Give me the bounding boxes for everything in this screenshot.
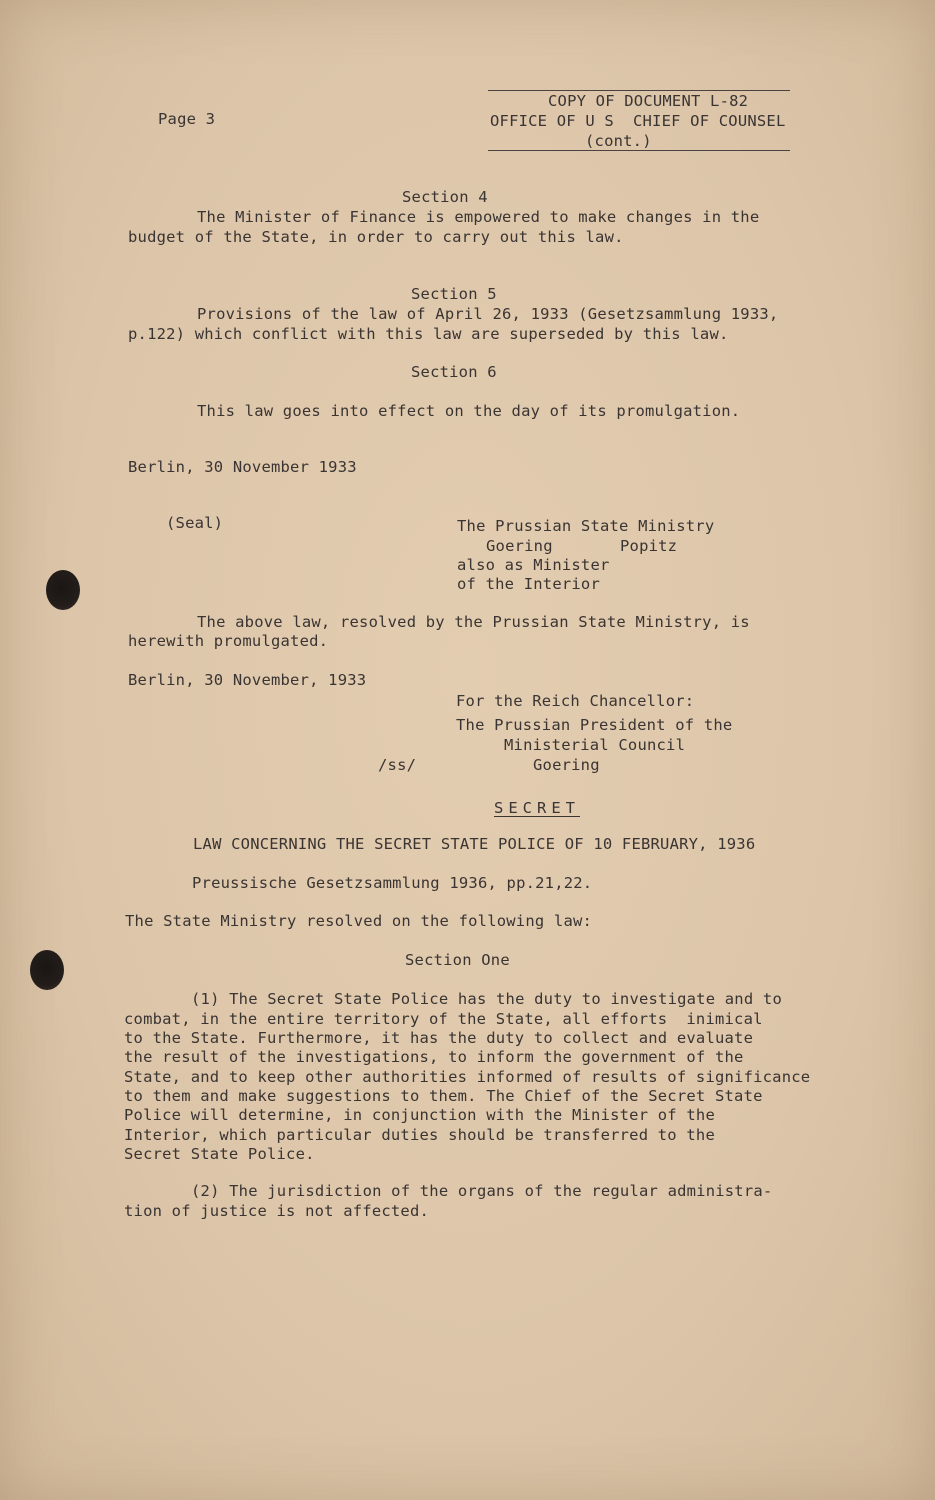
- signatory-popitz: Popitz: [620, 537, 678, 555]
- section-5-line2: p.122) which conflict with this law are superseded by this law.: [128, 325, 729, 343]
- paragraph-1-line: combat, in the entire territory of the State, all efforts inimical: [124, 1010, 763, 1028]
- paragraph-1-line: Secret State Police.: [124, 1145, 315, 1163]
- section-6-title: Section 6: [411, 363, 497, 381]
- law-citation: Preussische Gesetzsammlung 1936, pp.21,22.: [192, 874, 593, 892]
- paragraph-1-line: the result of the investigations, to inform the government of the: [124, 1048, 744, 1066]
- doc-id: COPY OF DOCUMENT L-82: [548, 92, 749, 110]
- ss-mark: /ss/: [378, 756, 417, 774]
- of-interior: of the Interior: [457, 575, 600, 593]
- cont-label: (cont.): [585, 132, 652, 150]
- section-5-line1: Provisions of the law of April 26, 1933 (Gesetzsammlung 1933,: [197, 305, 779, 323]
- section-5-title: Section 5: [411, 285, 497, 303]
- section-one-title: Section One: [405, 951, 510, 969]
- section-4-title: Section 4: [402, 188, 488, 206]
- paragraph-1-line: Interior, which particular duties should be transferred to the: [124, 1126, 715, 1144]
- resolved-line: The State Ministry resolved on the following law:: [125, 912, 593, 930]
- promulgation-line1: The above law, resolved by the Prussian State Ministry, is: [197, 613, 750, 631]
- header-top-rule: [488, 90, 790, 91]
- paragraph-1-line: State, and to keep other authorities informed of results of significance: [124, 1068, 811, 1086]
- paragraph-1-line: Police will determine, in conjunction with the Minister of the: [124, 1106, 715, 1124]
- paragraph-1-line: to them and make suggestions to them. The Chief of the Secret State: [124, 1087, 763, 1105]
- page-number: Page 3: [158, 110, 216, 128]
- law-title: LAW CONCERNING THE SECRET STATE POLICE OF 10 FEBRUARY, 1936: [193, 835, 756, 853]
- berlin-date-2: Berlin, 30 November, 1933: [128, 671, 367, 689]
- for-chancellor: For the Reich Chancellor:: [456, 692, 695, 710]
- prussian-president: The Prussian President of the: [456, 716, 733, 734]
- promulgation-line2: herewith promulgated.: [128, 632, 329, 650]
- ministerial-council: Ministerial Council: [504, 736, 686, 754]
- seal-label: (Seal): [166, 514, 224, 532]
- punch-hole-bottom: [30, 950, 64, 990]
- signatory-goering: Goering: [486, 537, 553, 555]
- berlin-date-1: Berlin, 30 November 1933: [128, 458, 357, 476]
- paragraph-2-line: tion of justice is not affected.: [124, 1202, 430, 1220]
- section-4-line1: The Minister of Finance is empowered to make changes in the: [197, 208, 760, 226]
- header-bottom-rule: [488, 150, 790, 151]
- ministry-signature: The Prussian State Ministry: [457, 517, 715, 535]
- secret-heading: SECRET: [494, 799, 580, 817]
- section-4-line2: budget of the State, in order to carry out this law.: [128, 228, 624, 246]
- paragraph-1-line: to the State. Furthermore, it has the duty to collect and evaluate: [124, 1029, 754, 1047]
- punch-hole-top: [46, 570, 80, 610]
- also-minister: also as Minister: [457, 556, 610, 574]
- paragraph-2-line: (2) The jurisdiction of the organs of the regular administra-: [191, 1182, 773, 1200]
- paragraph-1-line: (1) The Secret State Police has the duty to investigate and to: [191, 990, 782, 1008]
- office-line: OFFICE OF U S CHIEF OF COUNSEL: [490, 112, 786, 130]
- goering-signature: Goering: [533, 756, 600, 774]
- section-6-line1: This law goes into effect on the day of its promulgation.: [197, 402, 741, 420]
